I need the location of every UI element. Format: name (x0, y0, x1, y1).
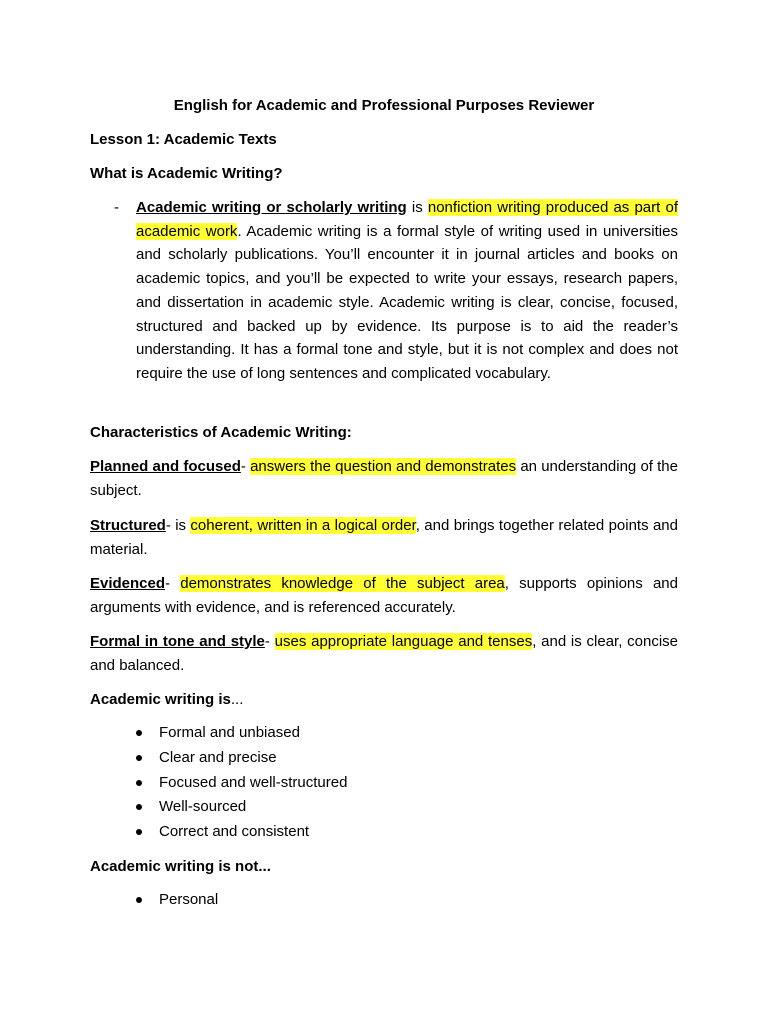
is-not-heading: Academic writing is not... (90, 858, 271, 875)
list-item (90, 795, 678, 820)
document-title: English for Academic and Professional Purposes Reviewer (173, 97, 595, 114)
characteristic-rest: , and is clear, concise and balanced. (90, 633, 678, 674)
definition-item (90, 196, 678, 386)
list-item (90, 771, 678, 796)
list-item-text: Correct and consistent (159, 823, 310, 841)
list-item-text: Formal and unbiased (159, 724, 300, 741)
characteristic-highlight: answers the question and demonstrates (250, 458, 517, 475)
characteristic-paragraph (90, 514, 678, 562)
characteristic-highlight: demonstrates knowledge of the subject area (180, 575, 505, 592)
is-list (90, 721, 678, 845)
bullet-icon (136, 780, 142, 786)
characteristic-highlight: coherent, written in a logical order (190, 517, 416, 534)
is-not-list (90, 888, 678, 913)
characteristic-term: Formal in tone and style (90, 633, 265, 650)
characteristic-sep: - (165, 575, 181, 592)
list-item-text: Personal (159, 891, 219, 908)
bullet-icon (136, 755, 142, 761)
list-item-text: Well-sourced (159, 798, 247, 816)
list-item (90, 888, 678, 913)
characteristic-term: Evidenced (90, 575, 166, 592)
bullet-icon (136, 804, 142, 810)
lesson-heading: Lesson 1: Academic Texts (90, 131, 277, 148)
bullet-icon (136, 730, 142, 736)
characteristic-rest: , supports opinions and arguments with evidence, and is referenced accurately. (90, 575, 678, 616)
list-item (90, 746, 678, 771)
is-heading (90, 688, 243, 712)
bullet-icon (136, 829, 142, 835)
characteristic-term: Planned and focused (90, 458, 241, 475)
definition-term: Academic writing or scholarly writing (136, 199, 407, 216)
question-heading: What is Academic Writing? (90, 165, 283, 182)
characteristic-rest: an understanding of the subject. (90, 458, 678, 499)
characteristic-highlight: uses appropriate language and tenses (274, 633, 533, 650)
characteristic-sep: - is (165, 517, 191, 534)
definition-text (136, 196, 678, 386)
characteristic-rest: , and brings together related points and material. (90, 517, 678, 558)
characteristic-sep: - (240, 458, 251, 475)
characteristic-paragraph (90, 572, 678, 620)
is-heading-suffix: ... (230, 691, 244, 708)
definition-highlight: nonfiction writing produced as part of academic work (136, 199, 678, 240)
characteristic-sep: - (264, 633, 275, 650)
list-item-text: Focused and well-structured (159, 773, 348, 791)
bullet-icon (136, 897, 142, 903)
characteristic-term: Structured (90, 517, 166, 534)
list-item-text: Clear and precise (159, 748, 277, 766)
definition-connector: is (406, 199, 428, 216)
characteristic-paragraph (90, 455, 678, 503)
characteristics-heading: Characteristics of Academic Writing: (90, 424, 352, 441)
dash-marker: - (114, 199, 119, 216)
is-heading-text: Academic writing is (90, 691, 231, 708)
characteristic-paragraph (90, 630, 678, 678)
list-item (90, 721, 678, 746)
definition-rest: . Academic writing is a formal style of writing used in universities and scholarly publications. You’ll encounter it in journal articles and books on academic topics, and you’ll be expected to write your essays, research papers, and dissertation in academic style. Academic writing is clear, concise, focused, structured and backed up by evidence. Its purpose is to aid the reader’s understanding. It has a formal tone and style, but it is not complex and does not require the use of long sentences and complicated vocabulary. (136, 222, 678, 382)
list-item (90, 820, 678, 845)
